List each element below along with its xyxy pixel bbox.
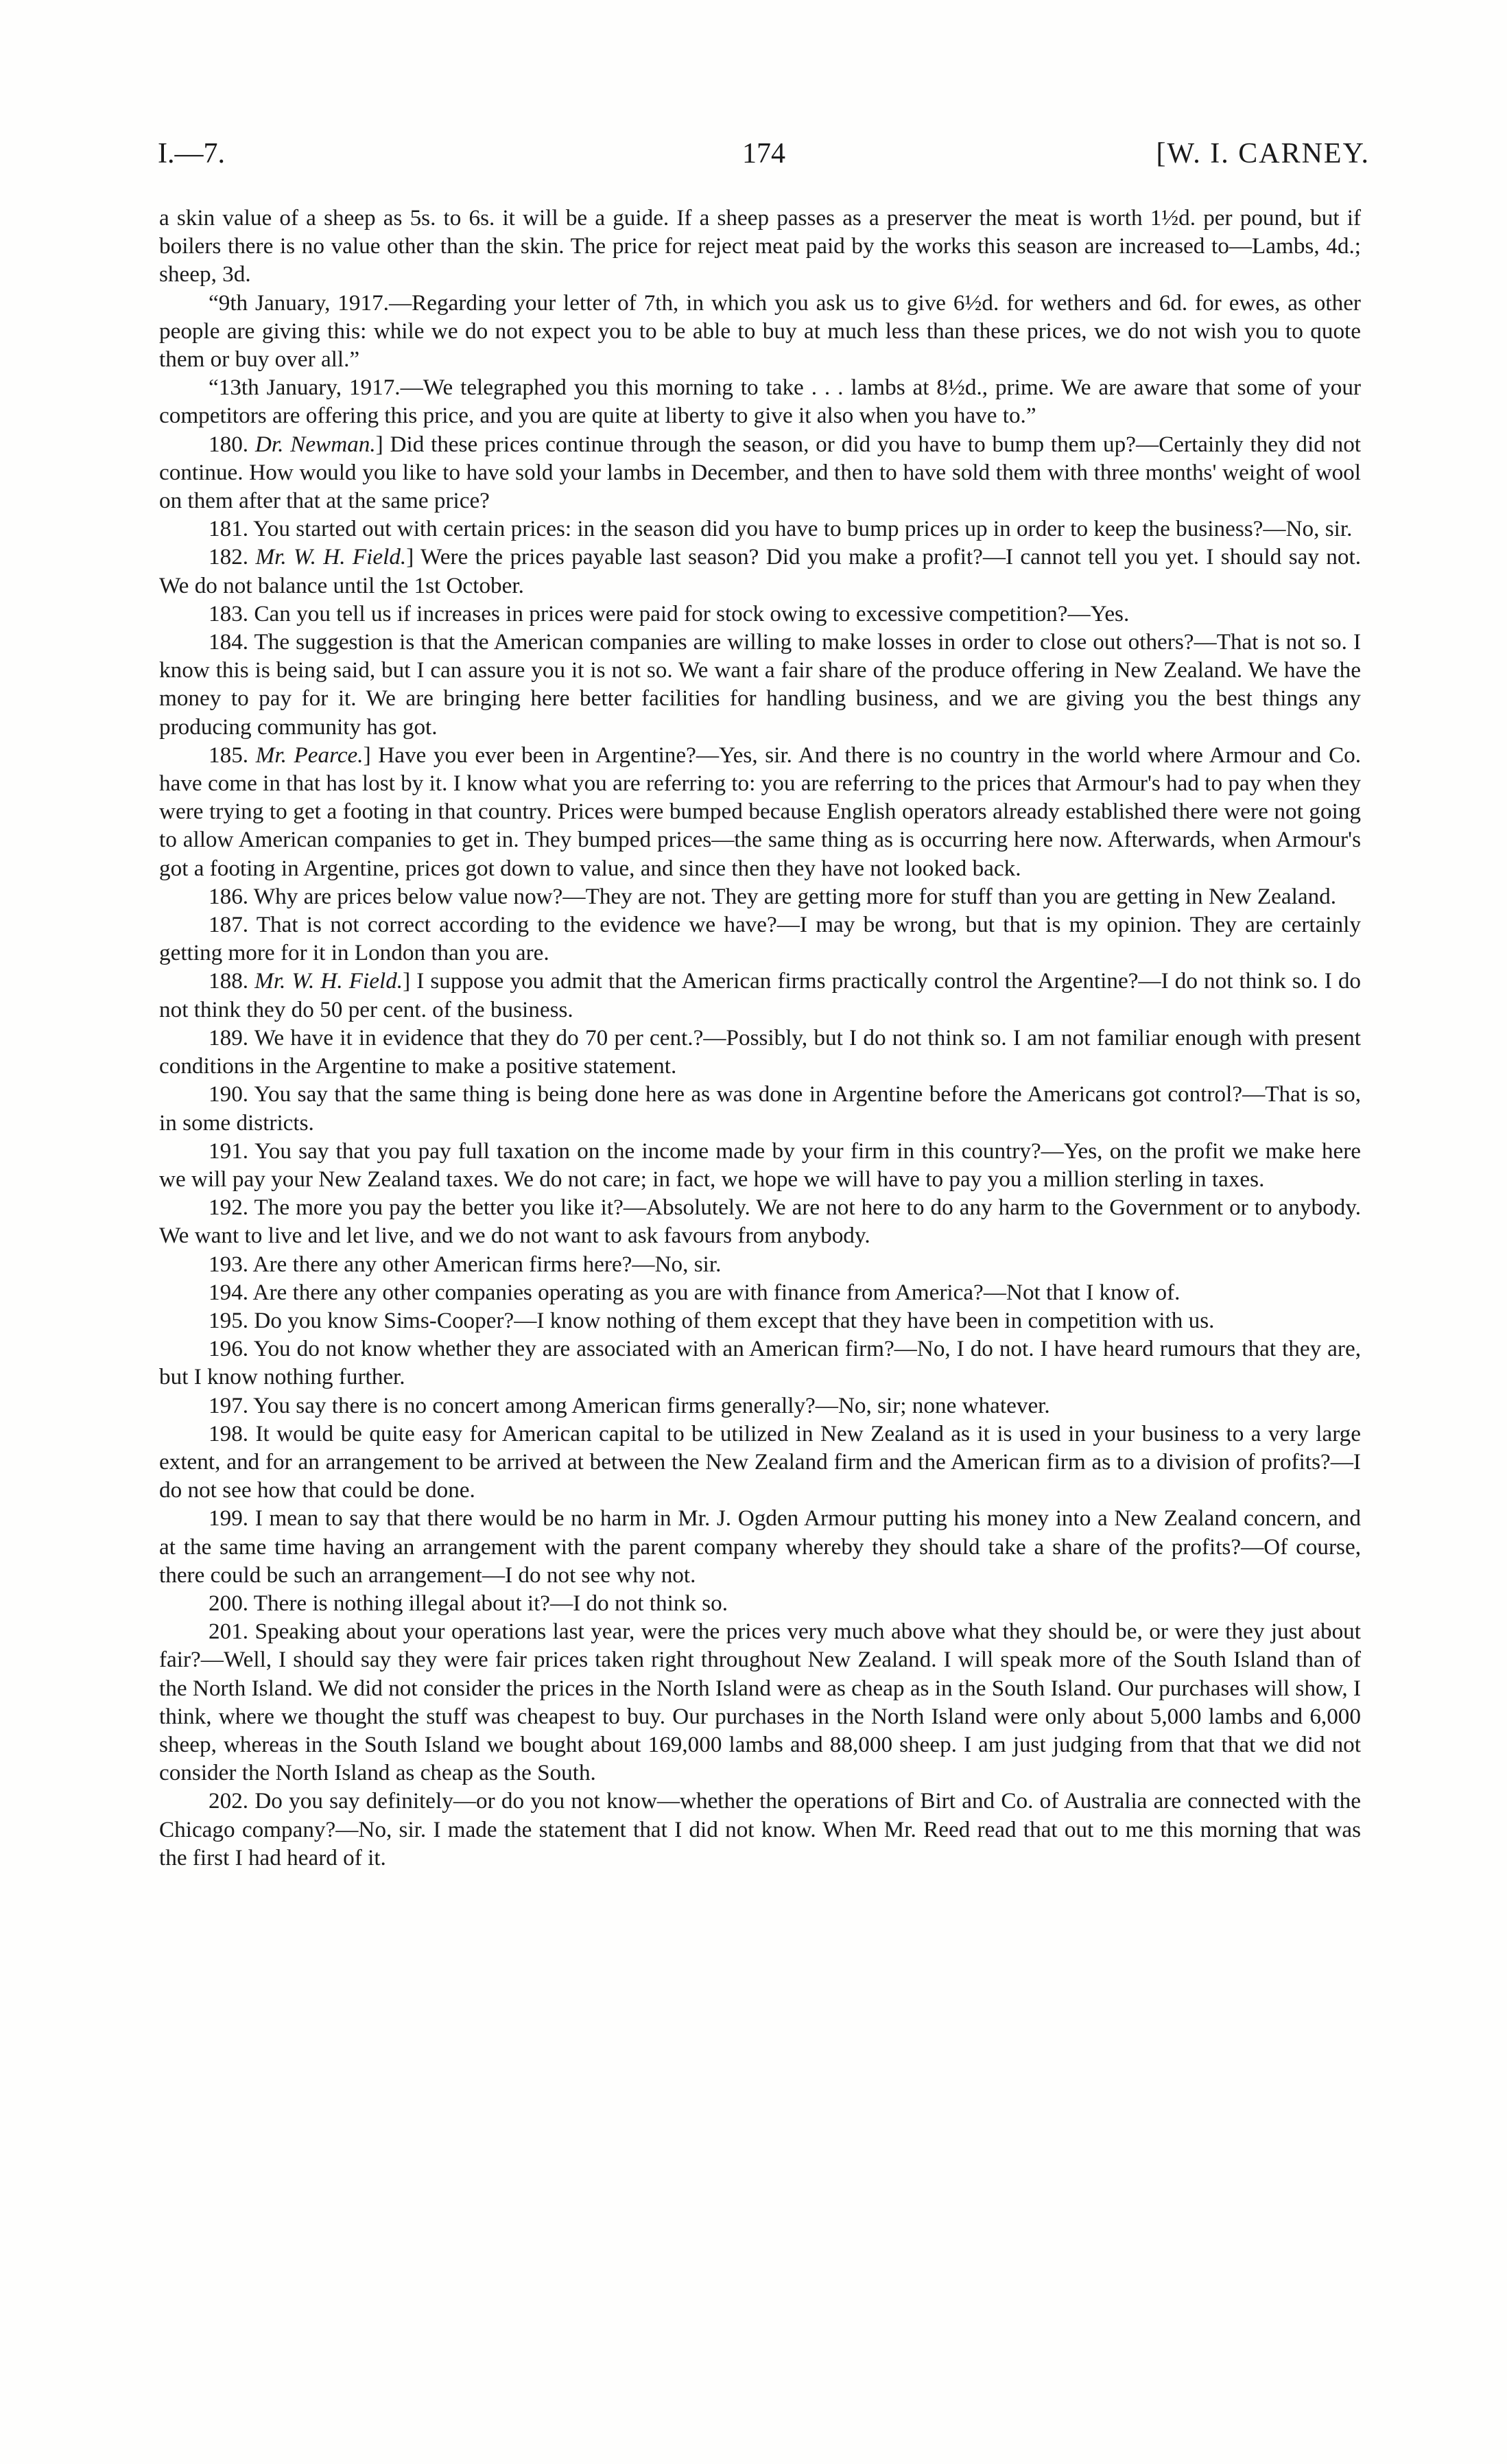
paragraph-text: 190. You say that the same thing is being done here as was done in Argentine before the Americans got control?—That is so, in some districts. [159, 1081, 1361, 1136]
paragraph [159, 1392, 1361, 1420]
paragraph [159, 1335, 1361, 1391]
paragraph [159, 515, 1361, 543]
speaker-name: Mr. Pearce. [255, 742, 364, 768]
paragraph [159, 967, 1361, 1023]
witness-name: [W. I. CARNEY. [1156, 138, 1370, 169]
speaker-name: Mr. W. H. Field. [255, 544, 407, 570]
paragraph [159, 1250, 1361, 1278]
question-number: 180. [209, 431, 255, 457]
paragraph [159, 600, 1361, 628]
paragraph-text: 194. Are there any other companies operating as you are with finance from America?—Not that I know of. [209, 1279, 1180, 1305]
paragraph-text: 196. You do not know whether they are associated with an American firm?—No, I do not. I have heard rumours that they are, but I know nothing further. [159, 1336, 1361, 1390]
paragraph-text: 202. Do you say definitely—or do you not know—whether the operations of Birt and Co. of Australia are connected with the Chicago company?—No, sir. I made the statement that I did not know. When Mr. Reed read that out to me this morning that was the first I had heard of it. [159, 1788, 1361, 1870]
paragraph-text: a skin value of a sheep as 5s. to 6s. it will be a guide. If a sheep passes as a preserver the meat is worth 1½d. per pound, but if boilers there is no value other than the skin. The price for reject meat paid by the works this season are increased to—Lambs, 4d.; sheep, 3d. [159, 205, 1361, 288]
paragraph-text: 187. That is not correct according to the evidence we have?—I may be wrong, but that is my opinion. They are certainly getting more for it in London than you are. [159, 912, 1361, 966]
paragraph [159, 1193, 1361, 1249]
paragraph [159, 1080, 1361, 1136]
report-reference: I.—7. [158, 138, 225, 169]
paragraph [159, 1617, 1361, 1787]
paragraph-text: 198. It would be quite easy for American capital to be utilized in New Zealand as it is used in your business to a very large extent, and for an arrangement to be arrived at between the New Zealand firm and the American firm as to a division of profits?—I do not see how that could be done. [159, 1420, 1361, 1503]
question-number: 188. [209, 968, 255, 994]
paragraph-text: ] Were the prices payable last season? Did you make a profit?—I cannot tell you yet. I should say not. We do not balance until the 1st October. [159, 544, 1362, 598]
paragraph [159, 1306, 1361, 1335]
page-number: 174 [742, 138, 785, 169]
speaker-name: Mr. W. H. Field. [254, 968, 403, 994]
speaker-name: Dr. Newman. [254, 431, 376, 457]
page-header [158, 137, 1370, 178]
paragraph-text: 195. Do you know Sims-Cooper?—I know nothing of them except that they have been in competition with us. [209, 1307, 1215, 1333]
paragraph-text: 193. Are there any other American firms here?—No, sir. [209, 1251, 722, 1277]
body-text [159, 204, 1361, 1872]
paragraph [159, 373, 1361, 430]
paragraph [159, 1504, 1361, 1589]
paragraph [159, 1137, 1361, 1193]
paragraph-text: 200. There is nothing illegal about it?—I do not think so. [209, 1590, 728, 1616]
paragraph [159, 430, 1361, 515]
paragraph [159, 204, 1361, 289]
paragraph [159, 1024, 1361, 1080]
paragraph-text: 183. Can you tell us if increases in prices were paid for stock owing to excessive competition?—Yes. [209, 600, 1130, 626]
paragraph [159, 543, 1361, 599]
paragraph [159, 628, 1361, 741]
paragraph-text: “9th January, 1917.—Regarding your letter of 7th, in which you ask us to give 6½d. for wethers and 6d. for ewes, as other people are giving this: while we do not expect you to be able to buy at much less than these prices, we do not wish you to quote them or buy over all.” [159, 290, 1361, 373]
question-number: 185. [209, 742, 256, 768]
paragraph-text: ] Did these prices continue through the season, or did you have to bump them up?—Certainly they did not continue. How would you like to have sold your lambs in December, and then to have sold them with three months' weight of wool on them after that at the same price? [159, 431, 1362, 514]
paragraph-text: ] I suppose you admit that the American firms practically control the Argentine?—I do not think so. I do not think they do 50 per cent. of the business. [159, 968, 1362, 1022]
paragraph-text: 181. You started out with certain prices: in the season did you have to bump prices up in order to keep the business?—No, sir. [209, 516, 1353, 542]
paragraph [159, 882, 1361, 911]
paragraph [159, 1787, 1361, 1872]
paragraph [159, 1420, 1361, 1505]
paragraph [159, 741, 1361, 882]
paragraph [159, 289, 1361, 374]
paragraph-text: 197. You say there is no concert among American firms generally?—No, sir; none whatever. [209, 1392, 1050, 1418]
question-number: 182. [209, 544, 256, 570]
paragraph-text: 186. Why are prices below value now?—They are not. They are getting more for stuff than you are getting in New Zealand. [209, 883, 1337, 909]
paragraph-text: 184. The suggestion is that the American companies are willing to make losses in order to close out others?—That is not so. I know this is being said, but I can assure you it is not so. We want a fair share of the produce offering in New Zealand. We have the money to pay for it. We are bringing here better facilities for handling business, and we are giving you the best things any producing community has got. [159, 629, 1361, 740]
paragraph [159, 911, 1361, 967]
paragraph [159, 1589, 1361, 1617]
paragraph-text: 189. We have it in evidence that they do 70 per cent.?—Possibly, but I do not think so. I am not familiar enough with present conditions in the Argentine to make a positive statement. [159, 1024, 1361, 1079]
paragraph-text: ] Have you ever been in Argentine?—Yes, sir. And there is no country in the world where Armour and Co. have come in that has lost by it. I know what you are referring to: you are referring to the prices that Armour's had to pay when they were trying to get a footing in that country. Prices were bumped because English operators already established there were not going to allow American companies to get in. They bumped prices—the same thing as is occurring here now. Afterwards, when Armour's got a footing in Argentine, prices got down to value, and since then they have not looked back. [159, 742, 1361, 881]
paragraph-text: 192. The more you pay the better you like it?—Absolutely. We are not here to do any harm to the Government or to anybody. We want to live and let live, and we do not want to ask favours from anybody. [159, 1195, 1361, 1249]
paragraph-text: 199. I mean to say that there would be no harm in Mr. J. Ogden Armour putting his money into a New Zealand concern, and at the same time having an arrangement with the parent company whereby they should take a share of the profits?—Of course, there could be such an arrangement—I do not see why not. [159, 1505, 1361, 1588]
paragraph [159, 1278, 1361, 1306]
paragraph-text: 201. Speaking about your operations last year, were the prices very much above what they should be, or were they just about fair?—Well, I should say they were fair prices taken right throughout New Zealand. I will speak more of the South Island than of the North Island. We did not consider the prices in the North Island were as cheap as in the South Island. Our purchases will show, I think, where we thought the stuff was cheapest to buy. Our purchases in the North Island were only about 5,000 lambs and 6,000 sheep, whereas in the South Island we bought about 169,000 lambs and 88,000 sheep. I am just judging from that that we did not consider the North Island as cheap as the South. [159, 1619, 1361, 1786]
paragraph-text: “13th January, 1917.—We telegraphed you this morning to take . . . lambs at 8½d., prime. We are aware that some of your competitors are offering this price, and you are quite at liberty to give it also when you have to.” [159, 375, 1361, 429]
paragraph-text: 191. You say that you pay full taxation on the income made by your firm in this country?—Yes, on the profit we make here we will pay your New Zealand taxes. We do not care; in fact, we hope we will have to pay you a million sterling in taxes. [159, 1138, 1361, 1192]
